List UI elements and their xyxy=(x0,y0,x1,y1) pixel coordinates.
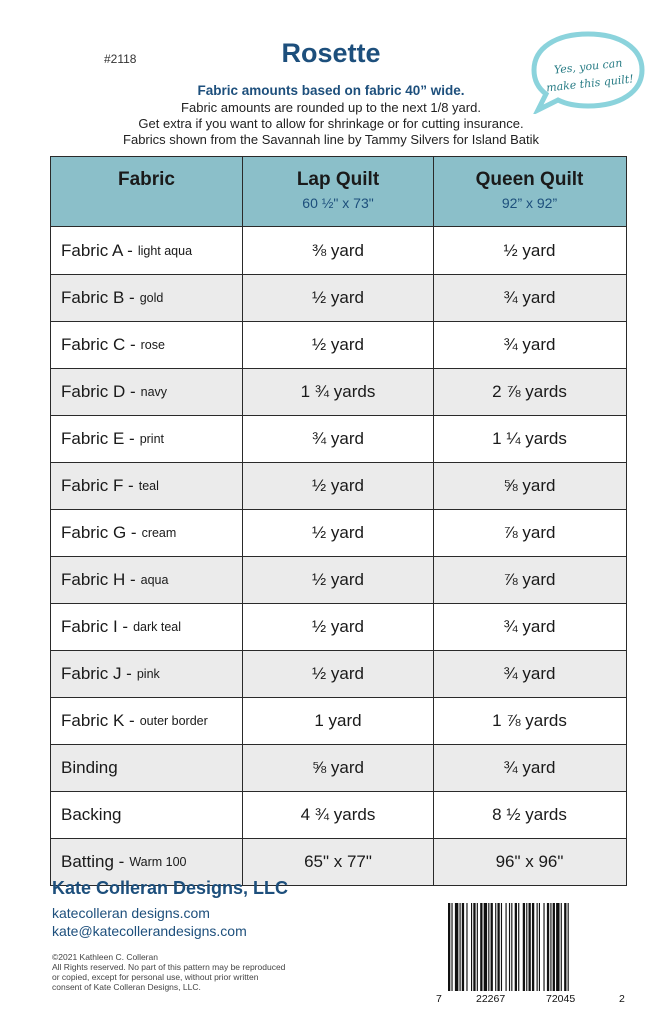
fabric-line-note: Fabrics shown from the Savannah line by Tammy Silvers for Island Batik xyxy=(123,132,539,147)
fabric-name: Batting - xyxy=(61,852,125,871)
queen-quilt-amount: ¾ yard xyxy=(433,604,625,650)
bubble-line-1: Yes, you can xyxy=(553,56,623,77)
email-link[interactable]: kate@katecollerandesigns.com xyxy=(52,923,247,939)
queen-quilt-amount: ⅞ yard xyxy=(433,557,625,603)
fabric-color: teal xyxy=(138,479,159,493)
fabric-name-cell xyxy=(51,651,242,697)
barcode-bar xyxy=(484,903,487,991)
queen-quilt-amount: ¾ yard xyxy=(433,322,625,368)
queen-quilt-amount: 1 ⅞ yards xyxy=(433,698,625,744)
fabric-color: dark teal xyxy=(133,620,182,634)
lap-quilt-amount: ½ yard xyxy=(242,604,433,650)
fabric-width-note: Fabric amounts based on fabric 40” wide. xyxy=(197,83,465,98)
fabric-color: light aqua xyxy=(137,243,193,258)
barcode-bar xyxy=(553,903,555,991)
fabric-name: Fabric D - xyxy=(61,382,136,401)
lap-quilt-amount: ½ yard xyxy=(242,275,433,321)
column-size: 60 ½" x 73" xyxy=(302,195,374,211)
fabric-name-cell xyxy=(51,510,242,556)
fabric-name: Fabric I - xyxy=(61,617,129,636)
upc-barcode xyxy=(436,893,630,1011)
fabric-name-cell xyxy=(51,557,242,603)
lap-quilt-amount: ½ yard xyxy=(242,651,433,697)
fabric-color: gold xyxy=(139,291,164,305)
queen-quilt-amount: 2 ⅞ yards xyxy=(433,369,625,415)
barcode-bar xyxy=(501,903,502,991)
fabric-name-cell xyxy=(51,275,242,321)
barcode-bar xyxy=(448,903,450,991)
fabric-name: Fabric G - xyxy=(61,523,137,542)
queen-quilt-amount: 1 ¼ yards xyxy=(433,416,625,462)
lap-quilt-amount: ½ yard xyxy=(242,322,433,368)
barcode-bar xyxy=(460,903,461,991)
lap-quilt-amount: 65" x 77" xyxy=(242,839,433,885)
website-link[interactable]: katecolleran designs.com xyxy=(52,905,210,921)
fabric-name: Fabric H - xyxy=(61,570,136,589)
table-row xyxy=(51,321,626,368)
barcode-bar xyxy=(491,903,493,991)
barcode-bar xyxy=(568,903,569,991)
table-row xyxy=(51,697,626,744)
barcode-bar xyxy=(480,903,482,991)
shrinkage-note: Get extra if you want to allow for shrinkage or for cutting insurance. xyxy=(138,116,524,131)
table-row xyxy=(51,791,626,838)
barcode-bar xyxy=(550,903,551,991)
copyright-line: All Rights reserved. No part of this pattern may be reproduced xyxy=(52,962,286,972)
barcode-icon xyxy=(436,893,630,993)
copyright-notice xyxy=(52,952,352,992)
barcode-bar xyxy=(473,903,475,991)
queen-quilt-amount: 8 ½ yards xyxy=(433,792,625,838)
column-label: Fabric xyxy=(117,169,176,190)
barcode-bar xyxy=(564,903,566,991)
table-row xyxy=(51,368,626,415)
lap-quilt-amount: ½ yard xyxy=(242,510,433,556)
table-row xyxy=(51,274,626,321)
fabric-requirements-table xyxy=(50,156,627,886)
table-row xyxy=(51,462,626,509)
fabric-name-cell xyxy=(51,698,242,744)
fabric-name-cell xyxy=(51,416,242,462)
barcode-bar xyxy=(561,903,562,991)
fabric-color: rose xyxy=(140,338,165,352)
company-name: Kate Colleran Designs, LLC xyxy=(52,878,289,898)
barcode-bar xyxy=(511,903,512,991)
fabric-name-cell xyxy=(51,322,242,368)
lap-quilt-amount: ⅝ yard xyxy=(242,745,433,791)
column-header-fabric xyxy=(51,157,242,226)
queen-quilt-amount: ⅞ yard xyxy=(433,510,625,556)
fabric-color: cream xyxy=(141,526,177,540)
barcode-bar xyxy=(532,903,534,991)
fabric-name: Fabric F - xyxy=(61,476,134,495)
barcode-bar xyxy=(526,903,527,991)
barcode-group-2: 72045 xyxy=(546,993,576,1005)
column-size: 92” x 92” xyxy=(501,195,558,211)
table-row xyxy=(51,415,626,462)
barcode-bar xyxy=(471,903,472,991)
copyright-line: ©2021 Kathleen C. Colleran xyxy=(52,952,158,962)
queen-quilt-amount: 96" x 96" xyxy=(433,839,625,885)
fabric-name-cell xyxy=(51,369,242,415)
fabric-name: Fabric B - xyxy=(61,288,135,307)
fabric-name: Backing xyxy=(61,805,122,824)
barcode-bar xyxy=(515,903,517,991)
fabric-name-cell xyxy=(51,745,242,791)
lap-quilt-amount: 1 ¾ yards xyxy=(242,369,433,415)
barcode-bar xyxy=(477,903,478,991)
fabric-color: navy xyxy=(140,385,168,399)
barcode-bar xyxy=(466,903,467,991)
barcode-bar xyxy=(518,903,519,991)
fabric-color: pink xyxy=(136,667,160,681)
queen-quilt-amount: ¾ yard xyxy=(433,745,625,791)
lap-quilt-amount: 4 ¾ yards xyxy=(242,792,433,838)
fabric-name-cell xyxy=(51,227,242,274)
fabric-color: aqua xyxy=(140,573,169,587)
fabric-name: Fabric K - xyxy=(61,711,135,730)
fabric-color: Warm 100 xyxy=(129,855,187,869)
barcode-bar xyxy=(537,903,538,991)
fabric-name-cell xyxy=(51,792,242,838)
barcode-bar xyxy=(556,903,559,991)
fabric-name-cell xyxy=(51,604,242,650)
barcode-bar xyxy=(509,903,510,991)
barcode-digit-last: 2 xyxy=(619,993,625,1005)
pattern-number: #2118 xyxy=(104,52,137,66)
fabric-color: outer border xyxy=(139,714,208,728)
rounding-note: Fabric amounts are rounded up to the next 1/8 yard. xyxy=(181,100,481,115)
queen-quilt-amount: ½ yard xyxy=(433,227,625,274)
table-row xyxy=(51,509,626,556)
queen-quilt-amount: ¾ yard xyxy=(433,651,625,697)
lap-quilt-amount: 1 yard xyxy=(242,698,433,744)
table-row xyxy=(51,227,626,274)
fabric-name-cell xyxy=(51,463,242,509)
table-body xyxy=(51,227,626,885)
copyright-line: consent of Kate Colleran Designs, LLC. xyxy=(52,982,201,992)
column-header-lap-quilt xyxy=(242,157,433,226)
barcode-bar xyxy=(547,903,549,991)
barcode-bar xyxy=(495,903,496,991)
table-row xyxy=(51,556,626,603)
lap-quilt-amount: ½ yard xyxy=(242,463,433,509)
queen-quilt-amount: ¾ yard xyxy=(433,275,625,321)
column-label: Queen Quilt xyxy=(475,169,584,190)
barcode-bar xyxy=(451,903,452,991)
column-label: Lap Quilt xyxy=(296,169,380,190)
barcode-bar xyxy=(488,903,489,991)
barcode-bar xyxy=(529,903,531,991)
fabric-color: print xyxy=(139,432,165,446)
copyright-line: or copied, except for personal use, without prior written xyxy=(52,972,259,982)
barcode-bar xyxy=(455,903,458,991)
barcode-bar xyxy=(523,903,525,991)
barcode-bar xyxy=(539,903,540,991)
fabric-notes xyxy=(0,82,662,148)
lap-quilt-amount: ½ yard xyxy=(242,557,433,603)
fabric-name: Fabric C - xyxy=(61,335,136,354)
barcode-digit-first: 7 xyxy=(436,993,442,1005)
queen-quilt-amount: ⅝ yard xyxy=(433,463,625,509)
table-row xyxy=(51,650,626,697)
bubble-line-2: make this quilt! xyxy=(545,72,635,95)
barcode-bar xyxy=(462,903,464,991)
barcode-bar xyxy=(497,903,499,991)
barcode-bar xyxy=(543,903,544,991)
lap-quilt-amount: ¾ yard xyxy=(242,416,433,462)
fabric-name: Fabric E - xyxy=(61,429,135,448)
column-header-queen-quilt xyxy=(433,157,625,226)
fabric-name: Fabric J - xyxy=(61,664,132,683)
fabric-name: Fabric A - xyxy=(61,240,133,260)
lap-quilt-amount: ⅜ yard xyxy=(242,227,433,274)
table-row xyxy=(51,603,626,650)
page-title: Rosette xyxy=(281,38,381,68)
barcode-group-1: 22267 xyxy=(476,993,506,1005)
table-header xyxy=(51,157,626,227)
fabric-name: Binding xyxy=(61,758,118,777)
barcode-bar xyxy=(506,903,507,991)
table-row xyxy=(51,744,626,791)
